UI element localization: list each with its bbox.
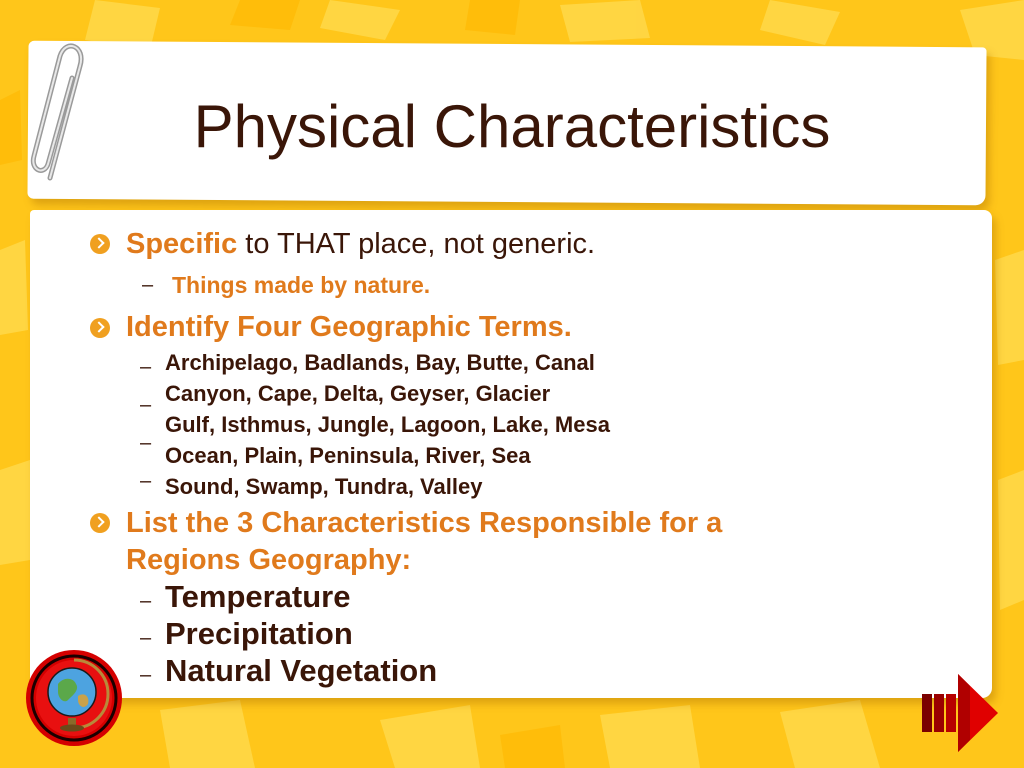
- point-characteristics-line-2: Regions Geography:: [126, 544, 412, 576]
- terms-line-4: Ocean, Plain, Peninsula, River, Sea: [165, 443, 531, 468]
- terms-line-5: Sound, Swamp, Tundra, Valley: [165, 474, 483, 499]
- chevron-circle-bullet-icon: [90, 234, 110, 254]
- terms-line-3: Gulf, Isthmus, Jungle, Lagoon, Lake, Mesa: [165, 412, 610, 437]
- next-slide-arrow-icon[interactable]: [920, 672, 1000, 754]
- point-identify-terms: Identify Four Geographic Terms.: [126, 311, 572, 343]
- chevron-circle-bullet-icon: [90, 318, 110, 338]
- slide-title: Physical Characteristics: [193, 93, 831, 160]
- paperclip-icon: [20, 38, 90, 188]
- globe-icon: [24, 648, 124, 748]
- dash-marker: –: [140, 664, 152, 686]
- characteristic-precipitation: Precipitation: [165, 616, 353, 651]
- sub-point-nature: Things made by nature.: [172, 272, 431, 298]
- point-characteristics-line-1: List the 3 Characteristics Responsible for a: [126, 507, 723, 539]
- point-specific: [126, 226, 595, 262]
- chevron-circle-bullet-icon: [90, 513, 110, 533]
- dash-marker: –: [142, 274, 154, 296]
- dash-marker: –: [140, 356, 152, 378]
- point-specific-rest: to THAT place, not generic.: [237, 228, 596, 260]
- characteristic-temperature: Temperature: [165, 579, 351, 614]
- terms-line-1: Archipelago, Badlands, Bay, Butte, Canal: [165, 350, 595, 375]
- dash-marker: –: [140, 432, 152, 454]
- dash-marker: –: [140, 590, 152, 612]
- dash-marker: –: [140, 394, 152, 416]
- point-specific-lead: Specific: [126, 228, 238, 260]
- dash-marker: –: [140, 470, 152, 492]
- dash-marker: –: [140, 627, 152, 649]
- characteristic-vegetation: Natural Vegetation: [165, 653, 438, 688]
- terms-line-2: Canyon, Cape, Delta, Geyser, Glacier: [165, 381, 551, 406]
